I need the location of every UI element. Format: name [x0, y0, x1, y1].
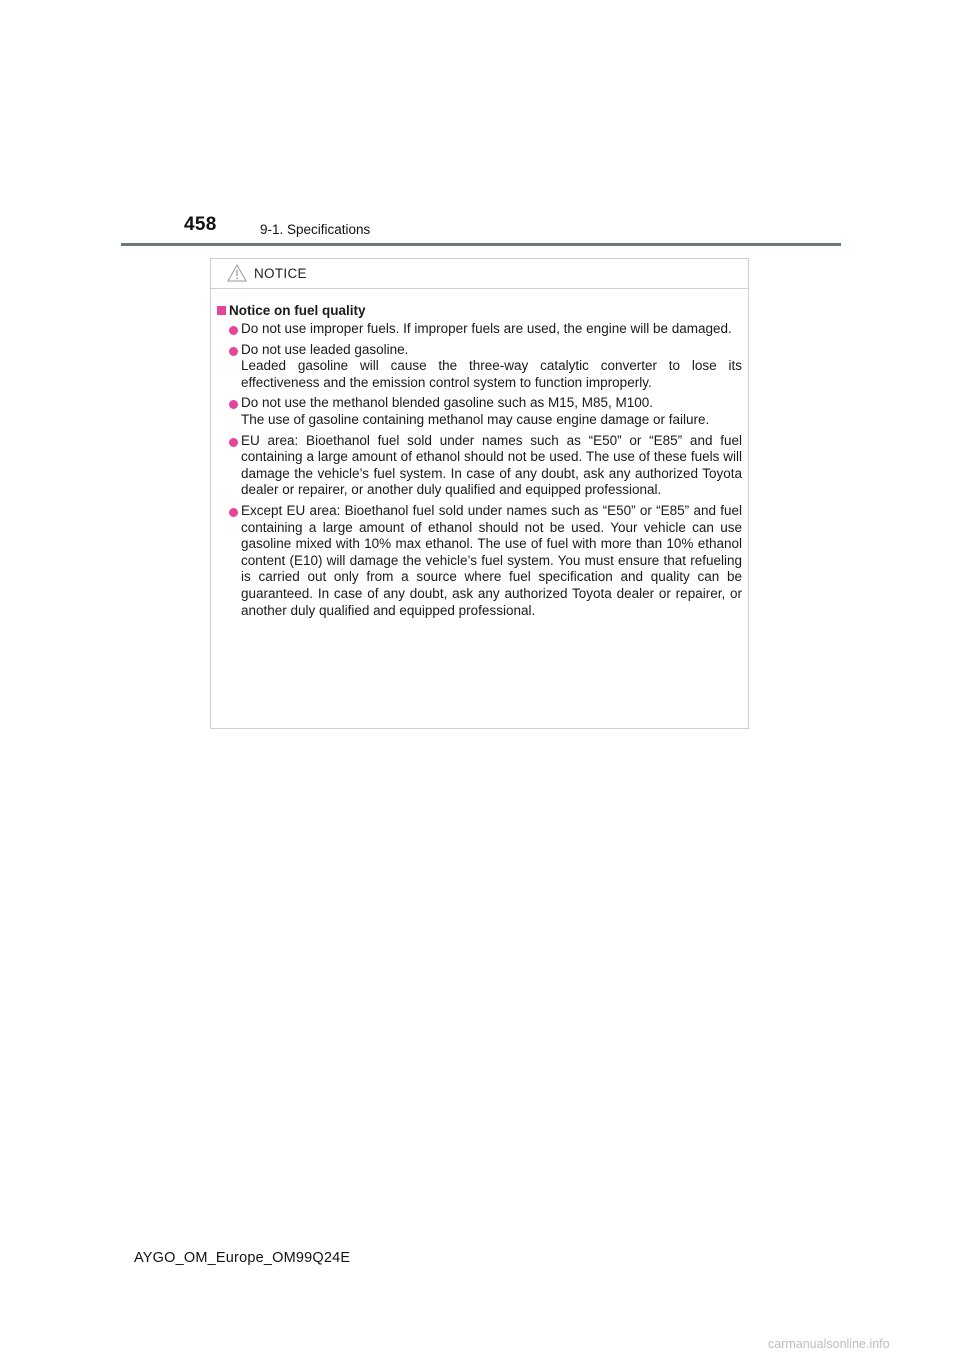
warning-triangle-icon	[227, 264, 247, 282]
circle-bullet-icon	[229, 400, 238, 409]
circle-bullet-icon	[229, 438, 238, 447]
item-text: EU area: Bioethanol fuel sold under names such as “E50” or “E85” and fuel containing a large amount of ethanol should not be used. The use of these fuels will damage the vehicle’s fuel system. In case of any doubt, ask any authorized Toyota dealer or repairer, or another duly qualified and equipped professional.	[241, 432, 742, 498]
item-text: Do not use the methanol blended gasoline such as M15, M85, M100.	[241, 395, 654, 411]
notice-items	[217, 321, 742, 619]
circle-bullet-icon	[229, 508, 238, 517]
list-item	[217, 321, 742, 338]
circle-bullet-icon	[229, 326, 238, 335]
notice-subheading-text: Notice on fuel quality	[229, 303, 366, 318]
item-text: Except EU area: Bioethanol fuel sold under names such as “E50” or “E85” and fuel containing a large amount of ethanol should not be used. Your vehicle can use gasoline mixed with 10% max ethanol. The use of fuel with more than 10% ethanol content (E10) will damage the vehicle’s fuel system. You must ensure that refueling is carried out only from a source where fuel specification and quality can be guaranteed. In case of any doubt, ask any authorized Toyota dealer or repairer, or another duly qualified and equipped professional.	[241, 502, 742, 618]
notice-subheading	[217, 302, 742, 319]
notice-body	[211, 289, 748, 619]
list-item	[217, 342, 742, 392]
item-text: Do not use leaded gasoline.	[241, 341, 409, 357]
watermark: carmanualsonline.info	[768, 1337, 890, 1351]
notice-header	[211, 259, 748, 289]
notice-box	[210, 258, 749, 729]
item-text: The use of gasoline containing methanol may cause engine damage or failure.	[241, 411, 710, 427]
square-bullet-icon	[217, 306, 226, 315]
list-item	[217, 503, 742, 619]
list-item	[217, 433, 742, 499]
document-code: AYGO_OM_Europe_OM99Q24E	[134, 1250, 351, 1266]
item-text: Leaded gasoline will cause the three-way catalytic converter to lose its effectiveness and the emission control system to function improperly.	[241, 358, 742, 390]
page-number: 458	[184, 214, 217, 235]
circle-bullet-icon	[229, 347, 238, 356]
header-rule	[121, 243, 841, 246]
list-item	[217, 395, 742, 428]
item-text: Do not use improper fuels. If improper fuels are used, the engine will be damaged.	[241, 321, 732, 336]
notice-label: NOTICE	[254, 266, 307, 281]
section-title: 9-1. Specifications	[260, 222, 371, 237]
